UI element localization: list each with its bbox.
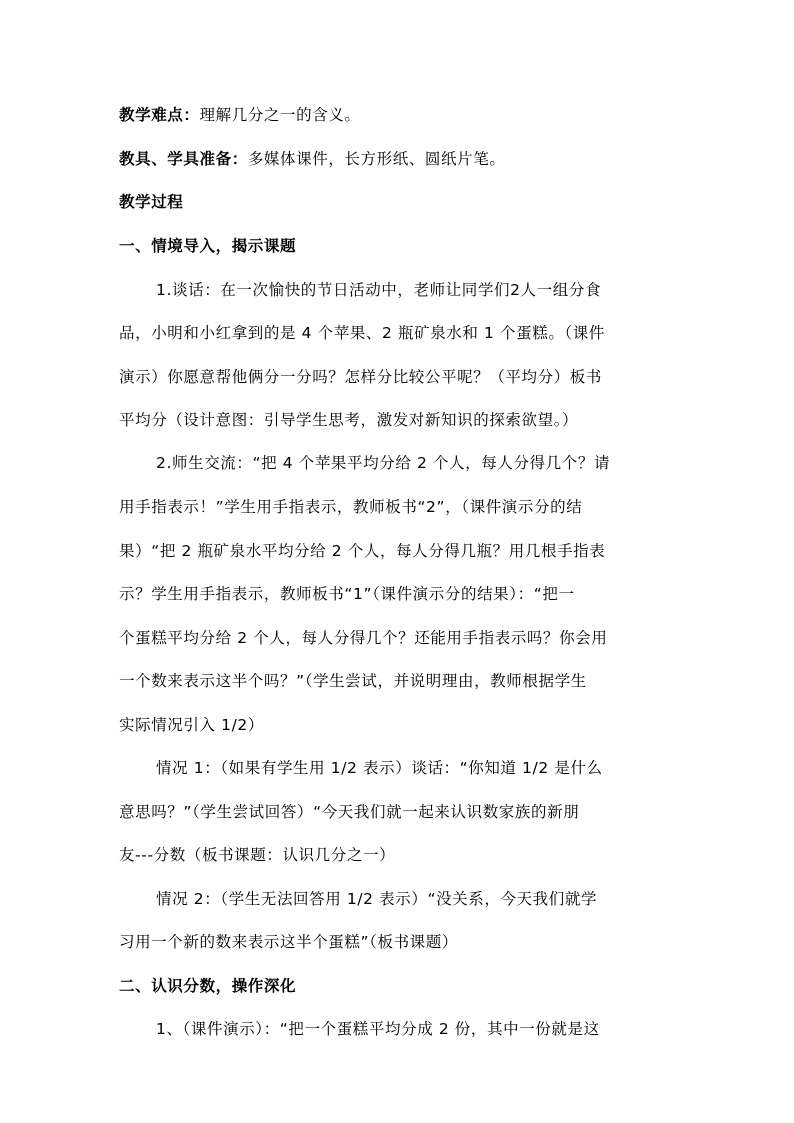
difficulty-paragraph	[119, 104, 361, 126]
paragraph-line: 品，小明和小红拿到的是 4 个苹果、2 瓶矿泉水和 1 个蛋糕。（课件	[119, 324, 605, 342]
paragraph-line: 用手指表示！”学生用手指表示，教师板书“2”，（课件演示分的结	[119, 498, 583, 516]
difficulty-text: 理解几分之一的含义。	[199, 106, 361, 124]
paragraph-line: 1、（课件演示）：“把一个蛋糕平均分成 2 份，其中一份就是这	[156, 1020, 600, 1038]
section2-title: 二、认识分数，操作深化	[119, 977, 297, 995]
paragraph-line: 1.谈话：在一次愉快的节日活动中，老师让同学们2人一组分食	[156, 281, 602, 299]
paragraph-line: 情况 2：（学生无法回答用 1/2 表示）“没关系，今天我们就学	[156, 890, 598, 908]
process-title: 教学过程	[119, 193, 184, 211]
paragraph-line: 2.师生交流：“把 4 个苹果平均分给 2 个人，每人分得几个？请	[156, 454, 611, 472]
paragraph-line: 一个数来表示这半个吗？”（学生尝试，并说明理由，教师根据学生	[119, 672, 587, 690]
paragraph-line: 实际情况引入 1/2）	[119, 716, 264, 734]
paragraph-line: 果）“把 2 瓶矿泉水平均分给 2 个人，每人分得几瓶？用几根手指表	[119, 542, 606, 560]
paragraph-line: 意思吗？”（学生尝试回答）“今天我们就一起来认识数家族的新朋	[119, 803, 580, 821]
paragraph-line: 演示）你愿意帮他俩分一分吗？怎样分比较公平呢？（平均分）板书	[119, 368, 603, 386]
paragraph-line: 示？学生用手指表示，教师板书“1”（课件演示分的结果）：“把一	[119, 585, 575, 603]
paragraph-line: 情况 1：（如果有学生用 1/2 表示）谈话：“你知道 1/2 是什么	[156, 759, 603, 777]
paragraph-line: 个蛋糕平均分给 2 个人，每人分得几个？还能用手指表示吗？你会用	[119, 629, 608, 647]
difficulty-label: 教学难点：	[119, 106, 200, 124]
tools-paragraph	[119, 148, 505, 170]
tools-label: 教具、学具准备：	[119, 150, 248, 168]
paragraph-line: 习用一个新的数来表示这半个蛋糕”（板书课题）	[119, 933, 458, 951]
tools-text: 多媒体课件，长方形纸、圆纸片笔。	[247, 150, 506, 168]
paragraph-line: 友---分数（板书课题：认识几分之一）	[119, 846, 396, 864]
paragraph-line: 平均分（设计意图：引导学生思考，激发对新知识的探索欲望。）	[119, 411, 579, 429]
section1-title: 一、情境导入，揭示课题	[119, 237, 297, 255]
